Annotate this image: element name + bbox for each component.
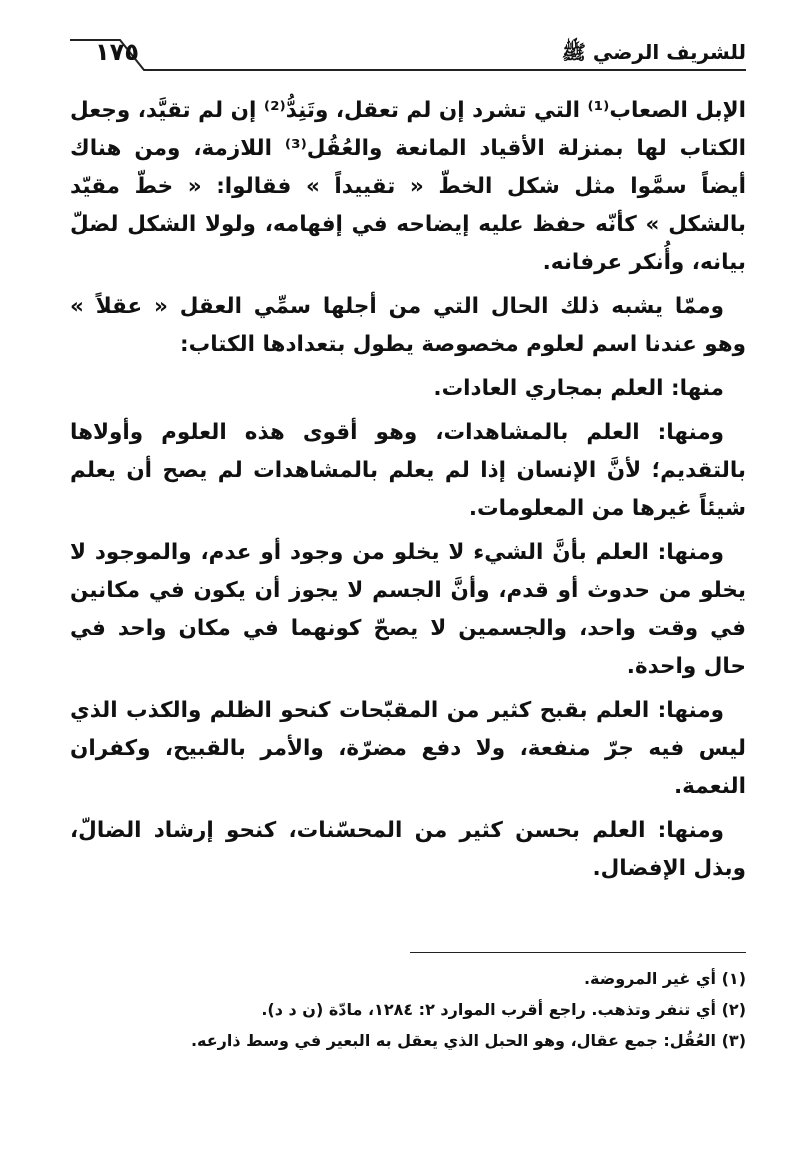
footnote: (٢) أي تنفر وتذهب. راجع أقرب الموارد ٢: ١٢٨٤، مادّة (ن د د). [261,1000,746,1019]
footnote-separator [410,952,746,953]
page-number: ١٧٥ [95,38,139,66]
footnote: (٣) العُقُل: جمع عقال، وهو الحبل الذي يعقل به البعير في وسط ذارعه. [190,1031,746,1050]
footnotes [70,963,746,1056]
main-text [70,92,746,894]
paragraph: ومنها: العلم بالمشاهدات، وهو أقوى هذه العلوم وأولاها بالتقديم؛ لأنَّ الإنسان إذا لم يعلم بالمشاهدات لم يصح أن يعلم شيئاً غيرها من المعلومات. [70,420,746,521]
running-title: للشريف الرضي ﷺ [561,40,746,64]
paragraph: منها: العلم بمجاري العادات. [433,376,724,401]
paragraph: ومنها: العلم بحسن كثير من المحسّنات، كنحو إرشاد الضالّ، وبذل الإفضال. [70,818,746,881]
footnote: (١) أي غير المروضة. [583,969,746,988]
page-header [70,30,746,76]
paragraph: ومنها: العلم بأنَّ الشيء لا يخلو من وجود أو عدم، والموجود لا يخلو من حدوث أو قدم، وأنَّ الجسم لا يجوز أن يكون في مكانين في وقت واحد، والجسمين لا يصحّ كونهما في مكان واحد في حال واحدة. [70,540,746,679]
paragraph: وممّا يشبه ذلك الحال التي من أجلها سمِّي العقل « عقلاً » وهو عندنا اسم لعلوم مخصوصة يطول بتعدادها الكتاب: [70,294,746,357]
paragraph: الإبل الصعاب⁽¹⁾ التي تشرد إن لم تعقل، وتَنِدُّ⁽²⁾ إن لم تقيَّد، وجعل الكتاب لها بمنزلة الأقياد المانعة والعُقُل⁽³⁾ اللازمة، ومن هناك أيضاً سمَّوا مثل شكل الخطّ « تقييداً » فقالوا: « خطّ مقيّد بالشكل » كأنّه حفظ عليه إيضاحه في إفهامه، ولولا الشكل لضلّ بيانه، وأُنكر عرفانه. [70,98,747,275]
paragraph: ومنها: العلم بقبح كثير من المقبّحات كنحو الظلم والكذب الذي ليس فيه جرّ منفعة، ولا دفع مضرّة، والأمر بالقبيح، وكفران النعمة. [70,698,746,799]
